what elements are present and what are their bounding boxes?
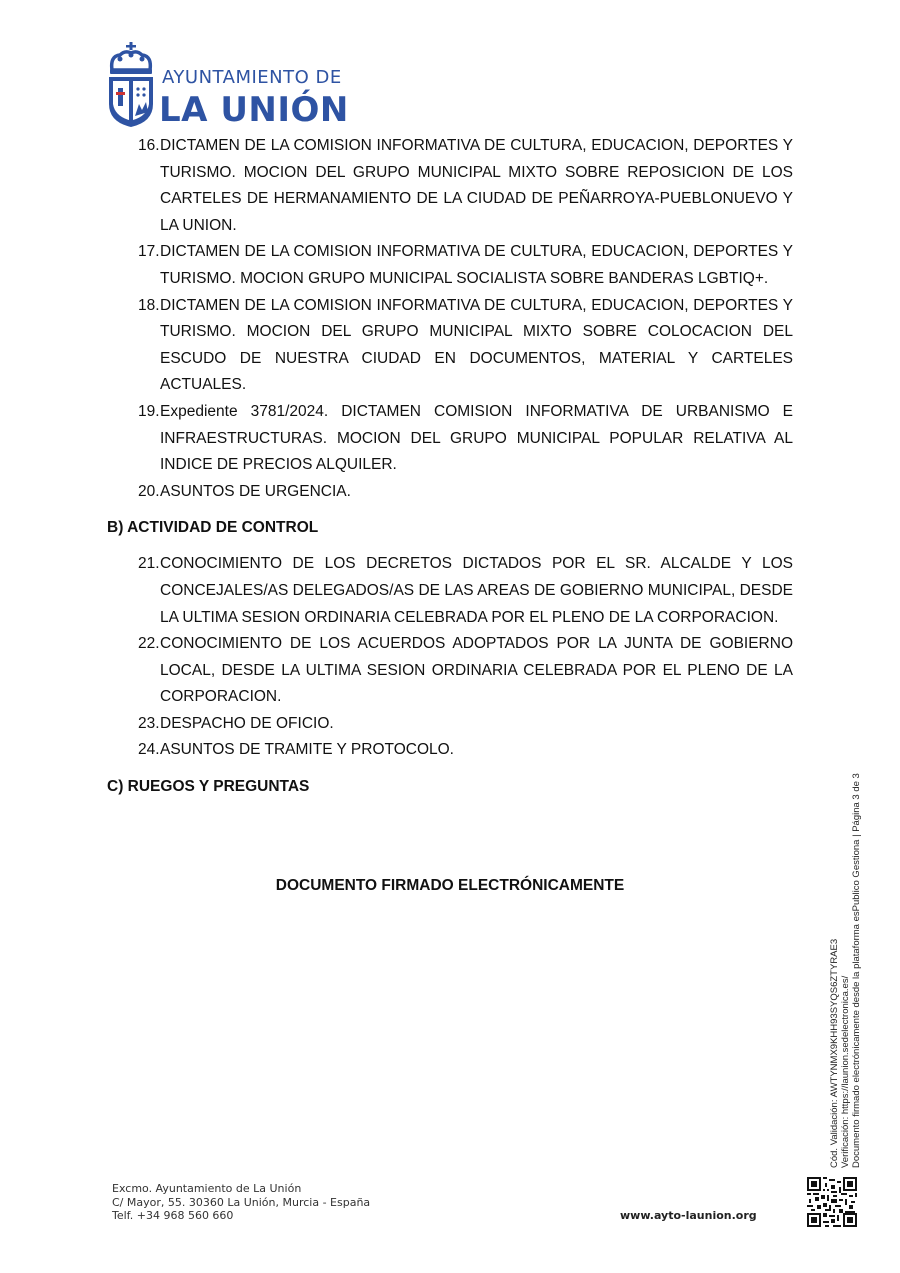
item-text: CONOCIMIENTO DE LOS DECRETOS DICTADOS POR EL SR. ALCALDE Y LOS CONCEJALES/AS DELEGADOS/AS DE LAS AREAS DE GOBIERNO MUNICIPAL, DESDE LA ULTIMA SESION ORDINARIA CELEBRADA POR EL PLENO DE LA CORPORACION. — [160, 555, 793, 626]
section-c-heading: C) RUEGOS Y PREGUNTAS — [107, 778, 310, 796]
item-text: DICTAMEN DE LA COMISION INFORMATIVA DE CULTURA, EDUCACION, DEPORTES Y TURISMO. MOCION DEL GRUPO MUNICIPAL MIXTO SOBRE REPOSICION DE LOS CARTELES DE HERMANAMIENTO DE LA CIUDAD DE PEÑARROYA-PUEBLONUEVO Y LA UNION. — [160, 137, 793, 234]
footer-org: Excmo. Ayuntamiento de La Unión — [112, 1182, 302, 1195]
item-number: 20. — [138, 482, 160, 500]
ayuntamiento-logo — [106, 42, 356, 130]
section-b-heading: B) ACTIVIDAD DE CONTROL — [107, 519, 319, 537]
agenda-item — [107, 399, 793, 479]
item-text: CONOCIMIENTO DE LOS ACUERDOS ADOPTADOS POR LA JUNTA DE GOBIERNO LOCAL, DESDE LA ULTIMA SESION ORDINARIA CELEBRADA POR EL PLENO DE LA CORPORACION. — [160, 635, 793, 706]
item-number: 23. — [138, 714, 160, 732]
agenda-item — [107, 239, 793, 292]
item-text: DICTAMEN DE LA COMISION INFORMATIVA DE CULTURA, EDUCACION, DEPORTES Y TURISMO. MOCION DEL GRUPO MUNICIPAL MIXTO SOBRE COLOCACION DEL ESCUDO DE NUESTRA CIUDAD EN DOCUMENTOS, MATERIAL Y CARTELES ACTUALES. — [160, 296, 793, 394]
item-number: 21. — [138, 555, 160, 573]
agenda-content — [107, 133, 793, 810]
org-name-main: LA UNIÓN — [159, 90, 349, 130]
footer-street: C/ Mayor, 55. 30360 La Unión, Murcia - España — [112, 1195, 371, 1209]
item-text: Expediente 3781/2024. DICTAMEN COMISION INFORMATIVA DE URBANISMO E INFRAESTRUCTURAS. MOCION DEL GRUPO MUNICIPAL POPULAR RELATIVA AL INDICE DE PRECIOS ALQUILER. — [160, 402, 793, 474]
item-text: ASUNTOS DE TRAMITE Y PROTOCOLO. — [160, 741, 454, 759]
verification-url[interactable]: Verificación: https://launion.sedelectronica.es/ — [840, 975, 851, 1168]
footer-website-link[interactable]: www.ayto-launion.org — [620, 1209, 757, 1222]
item-text: DICTAMEN DE LA COMISION INFORMATIVA DE CULTURA, EDUCACION, DEPORTES Y TURISMO. MOCION GRUPO MUNICIPAL SOCIALISTA SOBRE BANDERAS LGBTIQ+. — [160, 243, 793, 287]
validation-stamp — [829, 773, 862, 1168]
item-number: 18. — [138, 296, 160, 314]
signed-notice: DOCUMENTO FIRMADO ELECTRÓNICAMENTE — [275, 877, 625, 894]
qr-code-icon — [807, 1177, 857, 1227]
agenda-item — [107, 737, 793, 764]
item-number: 17. — [138, 243, 160, 261]
agenda-item — [107, 133, 793, 239]
item-text: DESPACHO DE OFICIO. — [160, 714, 334, 732]
agenda-item — [107, 551, 793, 631]
coat-of-arms-icon — [106, 42, 156, 128]
org-name-top: AYUNTAMIENTO DE — [162, 67, 342, 88]
item-text: ASUNTOS DE URGENCIA. — [160, 482, 351, 500]
section-a-list — [107, 133, 793, 505]
item-number: 19. — [138, 402, 160, 420]
item-number: 16. — [138, 137, 160, 154]
validation-code: Cód. Validación: AWTYNMX9KHH93SYQS6ZTYRAE3 — [829, 938, 840, 1168]
agenda-item — [107, 631, 793, 711]
agenda-item — [107, 479, 793, 506]
item-number: 22. — [138, 635, 160, 653]
item-number: 24. — [138, 741, 160, 759]
agenda-item — [107, 293, 793, 399]
platform-notice: Documento firmado electrónicamente desde la plataforma esPublico Gestiona | Página 3 de 3 — [851, 773, 862, 1168]
footer-phone: Telf. +34 968 560 660 — [112, 1209, 234, 1222]
section-b-list — [107, 551, 793, 764]
agenda-item — [107, 711, 793, 738]
footer-address — [112, 1182, 370, 1223]
